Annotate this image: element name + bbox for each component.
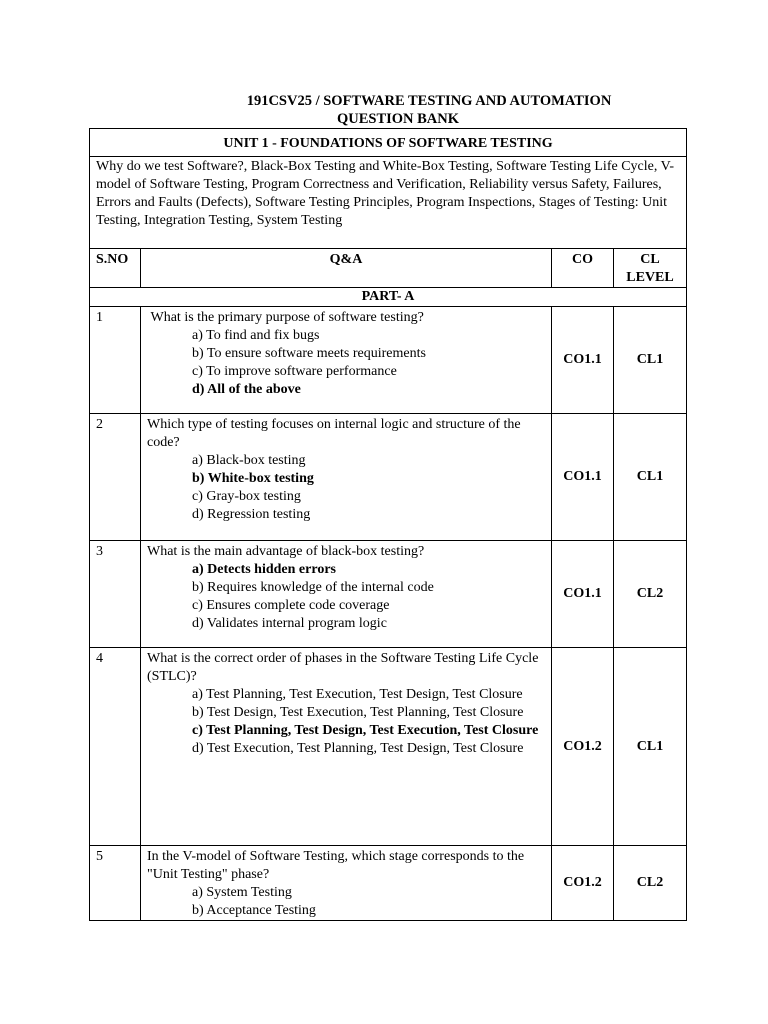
- question-text: In the V-model of Software Testing, which stage corresponds to the "Unit Testing" phase?: [147, 849, 528, 882]
- question-text: Which type of testing focuses on internal logic and structure of the code?: [147, 417, 525, 450]
- question-number: 4: [90, 648, 141, 846]
- cognitive-level: CL2: [614, 846, 687, 921]
- question-text: What is the main advantage of black-box testing?: [147, 544, 425, 559]
- question-cell: [141, 414, 552, 541]
- answer-option: a) System Testing: [192, 885, 292, 900]
- answer-option-correct: b) White-box testing: [192, 471, 314, 486]
- part-label: PART- A: [90, 288, 687, 307]
- answer-option: a) Test Planning, Test Execution, Test Design, Test Closure: [192, 687, 523, 702]
- question-cell: [141, 307, 552, 414]
- question-text: What is the primary purpose of software testing?: [147, 310, 424, 325]
- doc-type-title: QUESTION BANK: [336, 111, 460, 127]
- column-header-cl-line1: CL: [640, 252, 660, 267]
- answer-option: c) To improve software performance: [192, 364, 397, 379]
- question-row: [90, 846, 687, 921]
- course-outcome: CO1.2: [552, 648, 614, 846]
- answer-option: c) Gray-box testing: [192, 489, 301, 504]
- question-number: 5: [90, 846, 141, 921]
- cognitive-level: CL2: [614, 541, 687, 648]
- cognitive-level: CL1: [614, 648, 687, 846]
- answer-option: a) Black-box testing: [192, 453, 306, 468]
- column-header-qa: Q&A: [141, 249, 552, 288]
- answer-option: c) Ensures complete code coverage: [192, 598, 390, 613]
- cognitive-level: CL1: [614, 307, 687, 414]
- course-outcome: CO1.1: [552, 307, 614, 414]
- column-header-co: CO: [552, 249, 614, 288]
- column-header-cl: [614, 249, 687, 288]
- answer-option: d) Test Execution, Test Planning, Test Design, Test Closure: [192, 741, 524, 756]
- course-outcome: CO1.1: [552, 414, 614, 541]
- column-header-sno: S.NO: [90, 249, 141, 288]
- answer-option-correct: c) Test Planning, Test Design, Test Execution, Test Closure: [192, 723, 539, 738]
- unit-description: Why do we test Software?, Black-Box Testing and White-Box Testing, Software Testing Life Cycle, V-model of Software Testing, Program Correctness and Verification, Reliability versus Safety, Failures, Errors and Faults (Defects), Software Testing Principles, Program Inspections, Stages of Testing: Unit Testing, Integration Testing, System Testing: [90, 157, 687, 249]
- column-header-cl-line2: LEVEL: [626, 270, 674, 285]
- unit-title: UNIT 1 - FOUNDATIONS OF SOFTWARE TESTING: [90, 129, 687, 157]
- question-number: 3: [90, 541, 141, 648]
- question-text: What is the correct order of phases in the Software Testing Life Cycle (STLC)?: [147, 651, 542, 684]
- course-outcome: CO1.2: [552, 846, 614, 921]
- question-row: [90, 541, 687, 648]
- answer-option: d) Validates internal program logic: [192, 616, 387, 631]
- document-header: [0, 92, 768, 128]
- question-row: [90, 307, 687, 414]
- question-cell: [141, 648, 552, 846]
- question-cell: [141, 541, 552, 648]
- answer-option: b) To ensure software meets requirements: [192, 346, 426, 361]
- question-number: 1: [90, 307, 141, 414]
- question-number: 2: [90, 414, 141, 541]
- question-cell: [141, 846, 552, 921]
- cognitive-level: CL1: [614, 414, 687, 541]
- answer-option: d) Regression testing: [192, 507, 311, 522]
- questions-body: [90, 307, 687, 921]
- course-outcome: CO1.1: [552, 541, 614, 648]
- question-row: [90, 414, 687, 541]
- answer-option: b) Requires knowledge of the internal code: [192, 580, 434, 595]
- answer-option-correct: d) All of the above: [192, 382, 301, 397]
- answer-option: a) To find and fix bugs: [192, 328, 320, 343]
- answer-option-correct: a) Detects hidden errors: [192, 562, 336, 577]
- question-bank-table: [89, 128, 687, 921]
- answer-option: b) Test Design, Test Execution, Test Planning, Test Closure: [192, 705, 524, 720]
- course-title: 191CSV25 / SOFTWARE TESTING AND AUTOMATION: [246, 93, 612, 109]
- answer-option: b) Acceptance Testing: [192, 903, 316, 918]
- question-row: [90, 648, 687, 846]
